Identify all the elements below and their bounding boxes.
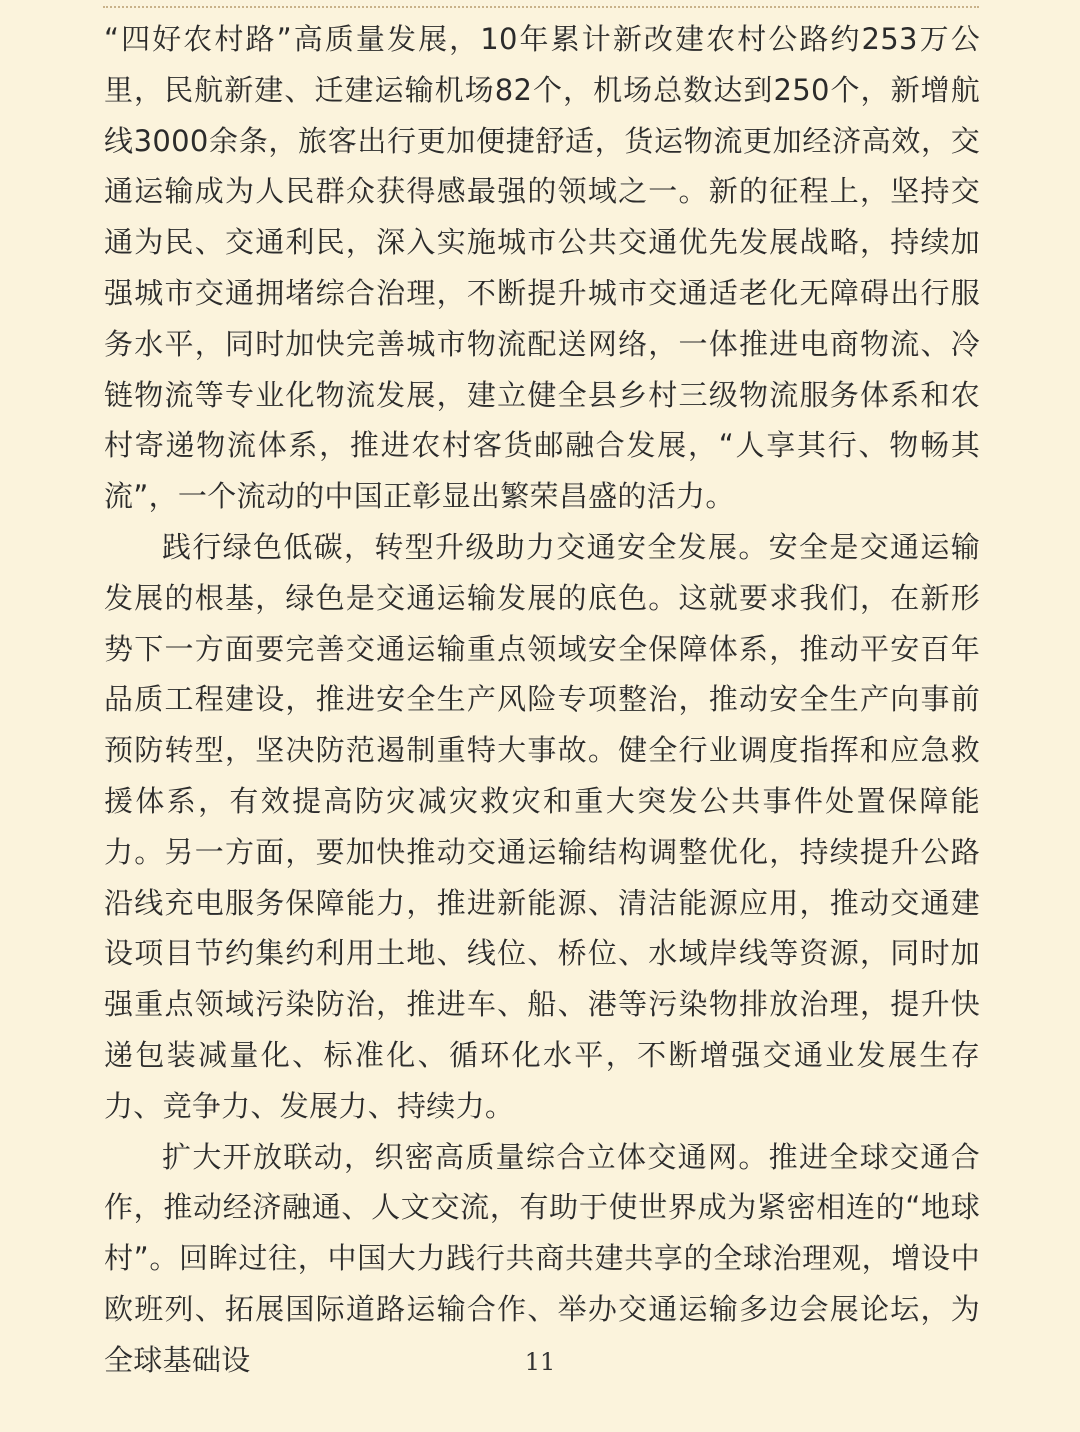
paragraph-green-low-carbon: 践行绿色低碳，转型升级助力交通安全发展。安全是交通运输发展的根基，绿色是交通运输发展的底色。这就要求我们，在新形势下一方面要完善交通运输重点领域安全保障体系，推动平安百年品质工程建设，推进安全生产风险专项整治，推动安全生产向事前预防转型，坚决防范遏制重特大事故。健全行业调度指挥和应急救援体系，有效提高防灾减灾救灾和重大突发公共事件处置保障能力。另一方面，要加快推动交通运输结构调整优化，持续提升公路沿线充电服务保障能力，推进新能源、清洁能源应用，推动交通建设项目节约集约利用土地、线位、桥位、水域岸线等资源，同时加强重点领域污染防治，推进车、船、港等污染物排放治理，提升快递包装减量化、标准化、循环化水平，不断增强交通业发展生存力、竞争力、发展力、持续力。	[104, 529, 980, 1123]
page-body	[104, 14, 980, 1386]
top-dotted-rule	[103, 6, 979, 8]
paragraph-open-linkage: 扩大开放联动，织密高质量综合立体交通网。推进全球交通合作，推动经济融通、人文交流，有助于使世界成为紧密相连的“地球村”。回眸过往，中国大力践行共商共建共享的全球治理观，增设中欧班列、拓展国际道路运输合作、举办交通运输多边会展论坛，为全球基础设	[104, 1139, 980, 1377]
paragraph-continued: “四好农村路”高质量发展，10年累计新改建农村公路约253万公里，民航新建、迁建运输机场82个，机场总数达到250个，新增航线3000余条，旅客出行更加便捷舒适，货运物流更加经济高效，交通运输成为人民群众获得感最强的领域之一。新的征程上，坚持交通为民、交通利民，深入实施城市公共交通优先发展战略，持续加强城市交通拥堵综合治理，不断提升城市交通适老化无障碍出行服务水平，同时加快完善城市物流配送网络，一体推进电商物流、冷链物流等专业化物流发展，建立健全县乡村三级物流服务体系和农村寄递物流体系，推进农村客货邮融合发展，“人享其行、物畅其流”，一个流动的中国正彰显出繁荣昌盛的活力。	[104, 22, 980, 514]
page-number: 11	[524, 1348, 556, 1376]
